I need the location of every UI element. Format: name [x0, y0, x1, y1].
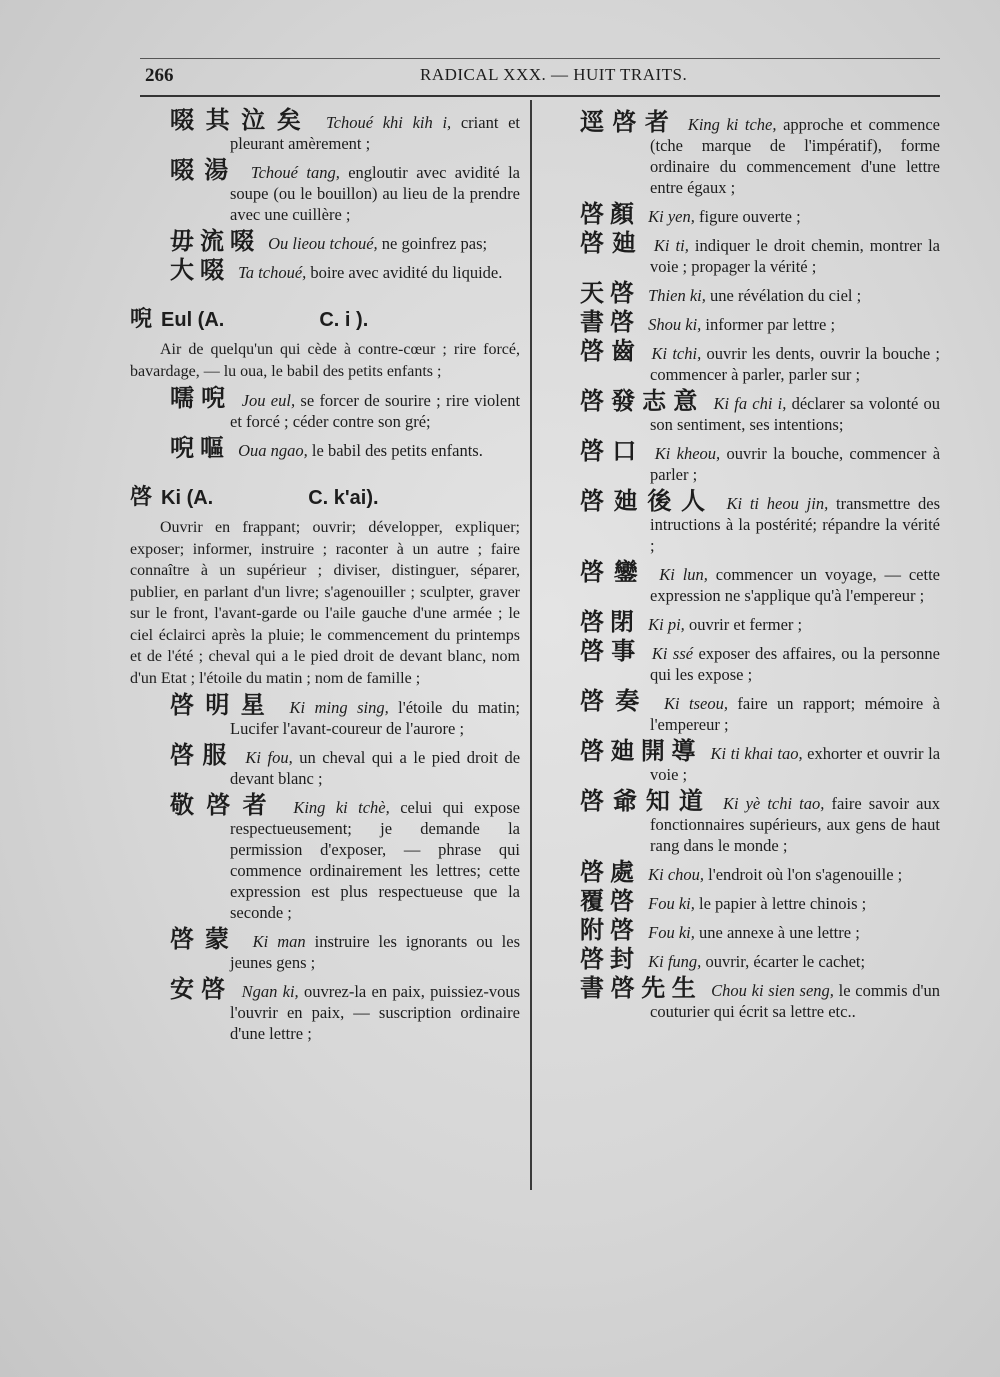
entry-romanization: Thien ki,: [648, 286, 706, 305]
entry-chinese: 啓封: [580, 945, 640, 973]
entry-romanization: Ki fa chi i,: [713, 394, 787, 413]
entry-romanization: Ki yè tchi tao,: [722, 794, 825, 813]
headword-ki: [130, 487, 520, 509]
entry-definition: commencer un voyage, — cette expression ne s'applique qu'à l'empereur ;: [650, 565, 940, 605]
dictionary-entry: [580, 608, 940, 636]
dictionary-entry: [580, 558, 940, 606]
entry-definition: le babil des petits enfants.: [307, 441, 483, 460]
dictionary-entry: [580, 279, 940, 307]
entry-chinese: 啓廸開導: [580, 737, 702, 765]
entry-romanization: Ki tchi,: [651, 344, 702, 363]
entry-romanization: Tchoué khi kih i,: [325, 113, 452, 132]
entry-chinese: 啓發志意: [580, 387, 705, 415]
entry-group-eul: [130, 384, 521, 462]
entry-romanization: Ki tseou,: [664, 694, 728, 713]
dictionary-entry: [580, 387, 941, 435]
entry-chinese: 啓事: [580, 637, 643, 665]
dictionary-entry: [130, 691, 520, 739]
entry-definition: engloutir avec avidité la soupe (ou le bouillon) au lieu de la prendre avec une cuillère ;: [230, 163, 520, 224]
entry-chinese: 啓蒙: [170, 925, 240, 953]
dictionary-entry: [580, 637, 940, 685]
dictionary-entry: [580, 787, 941, 856]
dictionary-entry: [130, 384, 521, 432]
entry-romanization: Ta tchoué,: [238, 263, 307, 282]
entry-romanization: Tchoué tang,: [250, 163, 340, 182]
entry-chinese: 嚅唲: [170, 384, 233, 412]
entry-definition: un cheval qui a le pied droit de devant blanc ;: [230, 748, 521, 788]
page-number: 266: [145, 65, 174, 86]
entry-chinese: 唲嘔: [170, 434, 230, 462]
dictionary-entry: [580, 308, 940, 336]
entry-definition: faire un rapport; mémoire à l'empereur ;: [650, 694, 941, 734]
dictionary-entry: [580, 858, 940, 886]
dictionary-entry: [580, 437, 941, 485]
definition-eul: Air de quelqu'un qui cède à contre-cœur ; rire forcé, bavardage, — lu oua, le babil des petits enfants ;: [130, 341, 520, 380]
entry-romanization: King ki tche,: [687, 115, 777, 134]
dictionary-entry: [130, 975, 521, 1044]
entry-chinese: 啓鑾: [580, 558, 648, 586]
entry-romanization: King ki tchè,: [293, 798, 390, 817]
dictionary-entry: [580, 337, 940, 385]
entry-romanization: Ki ti,: [653, 236, 689, 255]
entry-chinese: 啓服: [170, 741, 235, 769]
entry-chinese: 啓爺知道: [580, 787, 712, 815]
entry-romanization: Chou ki sien seng,: [711, 981, 834, 1000]
entry-definition: criant et pleurant amèrement ;: [230, 113, 521, 153]
dictionary-entry: [130, 791, 520, 923]
entry-definition: celui qui expose respectueusement; je demande la permission d'exposer, — phrase qui commence ordinairement les lettres; cette expression est plus respectueuse que la seconde ;: [230, 798, 520, 922]
entry-definition: ouvrir les dents, ouvrir la bouche ; commencer à parler, parler sur ;: [650, 344, 940, 384]
dictionary-entry: [580, 887, 940, 915]
entry-definition: ouvrir et fermer ;: [684, 615, 803, 634]
entry-definition: se forcer de sourire ; rire violent et forcé ; céder contre son gré;: [230, 391, 521, 431]
entry-definition: ne goinfrez pas;: [377, 234, 488, 253]
dictionary-entry: [130, 925, 521, 973]
dictionary-entry: [580, 108, 940, 198]
entry-definition: instruire les ignorants ou les jeunes gens ;: [230, 932, 521, 972]
entry-definition: transmettre des intructions à la postérité; répandre la vérité ;: [650, 494, 941, 555]
entry-romanization: Ki pi,: [648, 615, 685, 634]
entry-definition: faire savoir aux fonctionnaires supérieurs, aux gens de haut rang dans le monde ;: [650, 794, 941, 855]
entry-chinese: 安啓: [170, 975, 233, 1003]
entry-chinese: 啓明星: [170, 691, 277, 719]
entry-definition: exhorter et ouvrir la voie ;: [650, 744, 941, 784]
definition-ki: Ouvrir en frappant; ouvrir; développer, expliquer; exposer; informer, instruire ; raconter à un autre ; faire connaître à un supérieur ; diviser, distinguer, séparer, publier, en parlant d'un livre; s'agenouiller ; sculpter, graver sur le front, l'avant-garde ou l'aile gauche d'une armée ; le ciel éclairci après la pluie; le commencement du printemps et de l'été ; cheval qui a le pied droit de devant blanc, nom d'un Etat ; l'étoile du matin ; nom de famille ;: [130, 519, 520, 687]
dictionary-entry: [130, 434, 520, 462]
entry-romanization: Jou eul,: [241, 391, 296, 410]
dictionary-entry: [580, 945, 940, 973]
entry-definition: l'endroit où l'on s'agenouille ;: [704, 865, 903, 884]
entry-chinese: 啓口: [580, 437, 645, 465]
dictionary-entry: [580, 487, 941, 556]
dictionary-entry: [130, 106, 521, 154]
entry-romanization: Ki yen,: [648, 207, 695, 226]
entry-romanization: Ki man: [252, 932, 306, 951]
dictionary-entry: [580, 916, 940, 944]
entry-chinese: 啜湯: [170, 156, 239, 184]
entry-chinese: 啓閉: [580, 608, 640, 636]
entry-romanization: Ki fou,: [245, 748, 293, 767]
dictionary-entry: [580, 687, 941, 735]
dictionary-entry: [580, 200, 940, 228]
headword-pronunciation: C. k'ai).: [308, 487, 379, 509]
entry-chinese: 書啓先生: [580, 974, 703, 1002]
entry-romanization: Ngan ki,: [241, 982, 299, 1001]
entry-definition: ouvrir la bouche, commencer à parler ;: [650, 444, 941, 484]
entry-chinese: 啓奏: [580, 687, 651, 715]
right-column: [580, 108, 941, 1028]
entry-romanization: Ki ssé: [651, 644, 694, 663]
entry-romanization: Shou ki,: [648, 315, 702, 334]
entry-definition: indiquer le droit chemin, montrer la voie ; propager la vérité ;: [650, 236, 940, 276]
entry-definition: ouvrez-la en paix, puissiez-vous l'ouvrir en paix, — suscription ordinaire d'une lettre ;: [230, 982, 521, 1043]
entry-definition: une annexe à une lettre ;: [694, 923, 860, 942]
entry-group-ki: [130, 691, 521, 1044]
entry-group-top: [130, 106, 521, 284]
entry-definition: boire avec avidité du liquide.: [306, 263, 503, 282]
headword-character: 唲: [130, 307, 153, 332]
entry-chinese: 天啓: [580, 279, 640, 307]
dictionary-entry: [130, 227, 520, 255]
entry-chinese: 敬啓者: [170, 791, 279, 819]
entry-chinese: 附啓: [580, 916, 640, 944]
headword-character: 啓: [130, 485, 153, 510]
left-column: [130, 106, 521, 1050]
entry-romanization: Ki ti heou jin,: [726, 494, 829, 513]
entry-romanization: Oua ngao,: [238, 441, 308, 460]
headword-eul: [130, 309, 520, 331]
entry-romanization: Fou ki,: [648, 894, 695, 913]
running-title: RADICAL XXX. — HUIT TRAITS.: [420, 65, 688, 84]
entry-romanization: Ki lun,: [659, 565, 708, 584]
headword-label: Eul (A.: [161, 309, 225, 331]
entry-definition: approche et commence (tche marque de l'impératif), forme ordinaire du commencement d'une lettre entre égaux ;: [650, 115, 940, 197]
headword-label: Ki (A.: [161, 487, 214, 509]
entry-definition: le papier à lettre chinois ;: [694, 894, 867, 913]
entry-definition: figure ouverte ;: [694, 207, 801, 226]
entry-romanization: Ou lieou tchoué,: [268, 234, 378, 253]
entry-chinese: 大啜: [170, 256, 230, 284]
entry-chinese: 啓齒: [580, 337, 643, 365]
entry-chinese: 毋流啜: [170, 227, 260, 255]
page-header: [140, 58, 940, 97]
dictionary-entry: [130, 741, 521, 789]
entry-chinese: 啓顏: [580, 200, 640, 228]
entry-chinese: 書啓: [580, 308, 640, 336]
dictionary-entry: [130, 156, 520, 225]
entry-definition: exposer des affaires, ou la personne qui les expose ;: [650, 644, 940, 684]
entry-chinese: 覆啓: [580, 887, 640, 915]
headword-pronunciation: C. i ).: [319, 309, 369, 331]
entry-chinese: 啓廸: [580, 229, 644, 257]
entry-romanization: Ki kheou,: [654, 444, 721, 463]
entry-group-right: [580, 108, 941, 1022]
entry-definition: déclarer sa volonté ou son sentiment, ses intentions;: [650, 394, 941, 434]
entry-definition: le commis d'un couturier qui écrit sa lettre etc..: [650, 981, 940, 1021]
dictionary-entry: [130, 256, 520, 284]
dictionary-entry: [580, 737, 941, 785]
entry-definition: ouvrir, écarter le cachet;: [701, 952, 866, 971]
entry-romanization: Ki fung,: [648, 952, 702, 971]
entry-definition: l'étoile du matin; Lucifer l'avant-coureur de l'aurore ;: [230, 698, 520, 738]
column-divider: [530, 100, 532, 1190]
entry-romanization: Ki ti khai tao,: [710, 744, 803, 763]
entry-chinese: 啓處: [580, 858, 640, 886]
dictionary-entry: [580, 229, 940, 277]
entry-definition: informer par lettre ;: [701, 315, 836, 334]
entry-chinese: 啜其泣矣: [170, 106, 313, 134]
entry-definition: une révélation du ciel ;: [705, 286, 862, 305]
entry-chinese: 逕啓者: [580, 108, 678, 136]
entry-romanization: Ki chou,: [648, 865, 705, 884]
entry-romanization: Ki ming sing,: [289, 698, 389, 717]
entry-romanization: Fou ki,: [648, 923, 695, 942]
dictionary-entry: [580, 974, 940, 1022]
entry-chinese: 啓廸後人: [580, 487, 715, 515]
